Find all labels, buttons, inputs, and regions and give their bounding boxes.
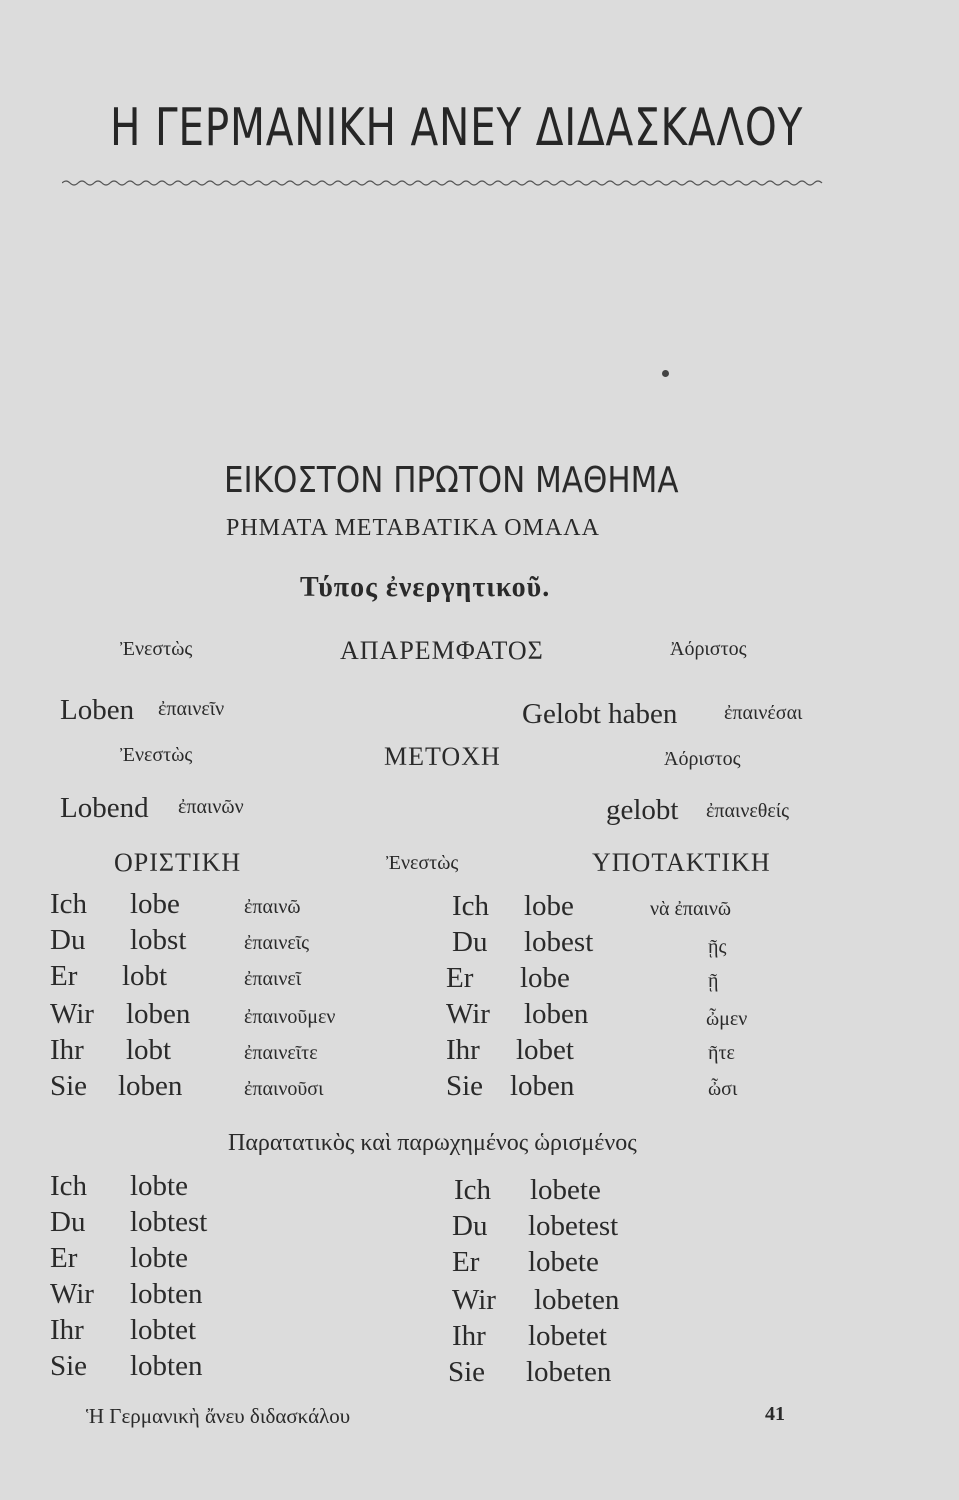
- pronoun: Er: [452, 1246, 480, 1278]
- voice-heading: Τύπος ἐνεργητικοῦ.: [300, 572, 551, 603]
- participle-present-greek: ἐπαινῶν: [178, 796, 244, 818]
- verb-form: lobetet: [528, 1320, 607, 1352]
- pronoun: Wir: [50, 998, 94, 1030]
- pronoun: Du: [452, 926, 488, 958]
- pronoun: Ich: [454, 1174, 492, 1206]
- verb-form: lobte: [130, 1170, 188, 1202]
- participle-heading: ΜΕΤΟΧΗ: [384, 742, 501, 771]
- pronoun: Ihr: [50, 1034, 84, 1066]
- subjunctive-heading: ΥΠΟΤΑΚΤΙΚΗ: [592, 848, 771, 877]
- verb-form: lobten: [130, 1350, 203, 1382]
- greek-translation: ὦμεν: [706, 1008, 748, 1030]
- greek-translation: ῇ: [708, 970, 719, 992]
- pronoun: Er: [50, 1242, 78, 1274]
- verb-form: loben: [524, 998, 589, 1030]
- pronoun: Wir: [446, 998, 490, 1030]
- verb-form: lobest: [524, 926, 594, 958]
- verb-form: lobte: [130, 1242, 188, 1274]
- pronoun: Ich: [50, 888, 88, 920]
- lesson-subtitle: ΡΗΜΑΤΑ ΜΕΤΑΒΑΤΙΚΑ ΟΜΑΛΑ: [226, 515, 600, 541]
- greek-translation: ἐπαινοῦμεν: [244, 1006, 336, 1028]
- verb-form: lobtest: [130, 1206, 208, 1238]
- pronoun: Du: [50, 1206, 86, 1238]
- lesson-title: ΕΙΚΟΣΤΟΝ ΠΡΩΤΟΝ ΜΑΘΗΜΑ: [224, 460, 679, 501]
- footer-book-title: Ἡ Γερμανικὴ ἄνευ διδασκάλου: [86, 1404, 351, 1428]
- greek-translation: ἐπαινεῖς: [244, 932, 310, 954]
- greek-translation: ῇς: [708, 936, 727, 958]
- participle-aorist-greek: ἐπαινεθείς: [706, 800, 790, 822]
- verb-form: lobe: [524, 890, 574, 922]
- verb-form: lobet: [516, 1034, 574, 1066]
- pronoun: Sie: [50, 1350, 88, 1382]
- verb-form: lobt: [122, 960, 168, 992]
- verb-form: loben: [510, 1070, 575, 1102]
- participle-aorist-german: gelobt: [606, 794, 679, 826]
- infinitive-aorist-german: Gelobt haben: [522, 698, 678, 730]
- verb-form: loben: [118, 1070, 183, 1102]
- pronoun: Wir: [452, 1284, 496, 1316]
- verb-form: lobt: [126, 1034, 172, 1066]
- verb-form: lobe: [130, 888, 180, 920]
- greek-translation: ἐπαινῶ: [244, 896, 301, 918]
- greek-translation: ῆτε: [708, 1042, 735, 1064]
- past-tense-heading: Παρατατικὸς καὶ παρωχημένος ὡρισμένος: [228, 1130, 637, 1156]
- pronoun: Ihr: [452, 1320, 486, 1352]
- verb-form: lobe: [520, 962, 570, 994]
- page-number: 41: [765, 1403, 785, 1425]
- verb-form: lobetest: [528, 1210, 619, 1242]
- present-tense-label: Ἐνεστὼς: [386, 852, 459, 874]
- verb-form: lobeten: [526, 1356, 612, 1388]
- infinitive-heading: ΑΠΑΡΕΜΦΑΤΟΣ: [340, 636, 544, 665]
- running-header-title: Η ΓΕΡΜΑΝΙΚΗ ΑΝΕΥ ΔΙΔΑΣΚΑΛΟΥ: [110, 98, 804, 158]
- pronoun: Sie: [448, 1356, 486, 1388]
- pronoun: Du: [452, 1210, 488, 1242]
- verb-form: lobete: [528, 1246, 599, 1278]
- wavy-rule: [62, 178, 827, 188]
- verb-form: lobete: [530, 1174, 601, 1206]
- pronoun: Er: [446, 962, 474, 994]
- pronoun: Sie: [446, 1070, 484, 1102]
- pronoun: Sie: [50, 1070, 88, 1102]
- verb-form: loben: [126, 998, 191, 1030]
- participle-present-label: Ἐνεστὼς: [120, 744, 193, 766]
- greek-translation: ἐπαινοῦσι: [244, 1078, 324, 1100]
- infinitive-present-german: Loben: [60, 694, 135, 726]
- infinitive-present-greek: ἐπαινεῖν: [158, 698, 225, 720]
- greek-translation: ἐπαινεῖ: [244, 968, 302, 990]
- pronoun: Ich: [452, 890, 490, 922]
- infinitive-aorist-label: Ἀόριστος: [670, 638, 747, 660]
- greek-translation: ἐπαινεῖτε: [244, 1042, 318, 1064]
- verb-form: lobten: [130, 1278, 203, 1310]
- greek-translation: νὰ ἐπαινῶ: [650, 898, 732, 920]
- pronoun: Wir: [50, 1278, 94, 1310]
- verb-form: lobst: [130, 924, 187, 956]
- participle-aorist-label: Ἀόριστος: [664, 748, 741, 770]
- verb-form: lobeten: [534, 1284, 620, 1316]
- printing-dot: [662, 370, 669, 377]
- pronoun: Er: [50, 960, 78, 992]
- indicative-heading: ΟΡΙΣΤΙΚΗ: [114, 848, 242, 877]
- infinitive-present-label: Ἐνεστὼς: [120, 638, 193, 660]
- participle-present-german: Lobend: [60, 792, 149, 824]
- pronoun: Ich: [50, 1170, 88, 1202]
- greek-translation: ὦσι: [708, 1078, 738, 1100]
- pronoun: Du: [50, 924, 86, 956]
- pronoun: Ihr: [50, 1314, 84, 1346]
- pronoun: Ihr: [446, 1034, 480, 1066]
- infinitive-aorist-greek: ἐπαινέσαι: [724, 702, 803, 724]
- verb-form: lobtet: [130, 1314, 197, 1346]
